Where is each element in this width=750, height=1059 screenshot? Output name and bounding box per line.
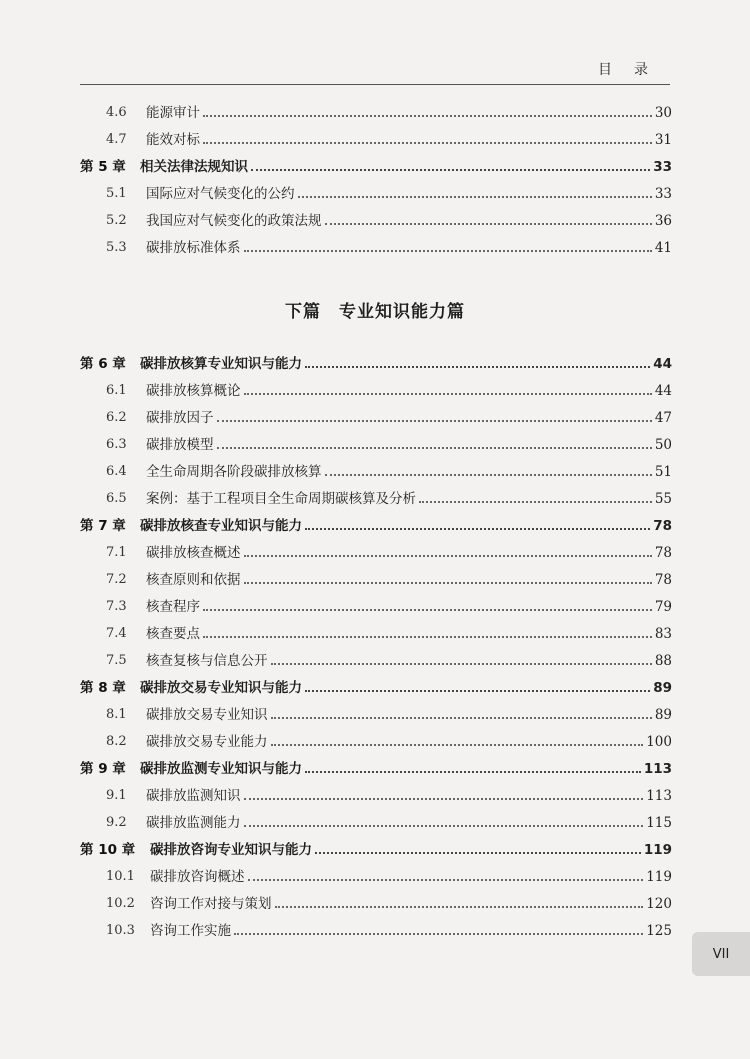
toc-entry-title: 核查复核与信息公开 (146, 653, 268, 669)
toc-entry-number: 9.2 (106, 815, 127, 830)
toc-entry-number: 8.2 (106, 734, 127, 749)
toc-entry-number: 第 9 章 (80, 761, 126, 777)
toc-entry-number: 7.1 (106, 545, 127, 560)
toc-entry-number: 9.1 (106, 788, 127, 803)
toc-section-row[interactable] (80, 779, 672, 805)
toc-entry-page: 89 (654, 707, 672, 723)
dot-leader (234, 933, 643, 935)
toc-entry-number: 6.4 (106, 464, 127, 479)
toc-entry-page: 120 (646, 896, 672, 912)
toc-section-row[interactable] (80, 860, 672, 886)
toc-entry-page: 30 (654, 105, 672, 121)
toc-entry-title: 能效对标 (146, 132, 200, 148)
dot-leader (217, 447, 652, 449)
toc-entry-title: 核查原则和依据 (146, 572, 241, 588)
toc-chapter-row[interactable] (80, 509, 672, 535)
toc-entry-number: 10.3 (106, 923, 135, 938)
toc-entry-page: 88 (654, 653, 672, 669)
toc-section-row[interactable] (80, 204, 672, 230)
toc-entry-page: 36 (654, 213, 672, 229)
dot-leader (244, 555, 652, 557)
toc-entry-title: 碳排放咨询概述 (150, 869, 245, 885)
toc-entry-title: 核查程序 (146, 599, 200, 615)
toc-section-row[interactable] (80, 617, 672, 643)
toc-section-row[interactable] (80, 123, 672, 149)
toc-chapter-row[interactable] (80, 150, 672, 176)
toc-entry-number: 5.3 (106, 240, 127, 255)
toc-entry-page: 125 (646, 923, 672, 939)
toc-section-row[interactable] (80, 177, 672, 203)
toc-entry-page: 78 (653, 518, 672, 534)
toc-entry-number: 8.1 (106, 707, 127, 722)
toc-section-row[interactable] (80, 644, 672, 670)
dot-leader (203, 636, 652, 638)
dot-leader (217, 420, 652, 422)
toc-entry-page: 44 (653, 356, 672, 372)
toc-entry-page: 115 (646, 815, 672, 831)
part-title: 下篇 专业知识能力篇 (285, 302, 465, 322)
toc-entry-page: 78 (654, 545, 672, 561)
toc-entry-title: 国际应对气候变化的公约 (146, 186, 295, 202)
toc-entry-title: 碳排放交易专业能力 (146, 734, 268, 750)
toc-entry-title: 全生命周期各阶段碳排放核算 (146, 464, 322, 480)
toc-entry-page: 78 (654, 572, 672, 588)
page-number-tab: VII (692, 932, 750, 976)
toc-section-row[interactable] (80, 806, 672, 832)
toc-entry-page: 113 (643, 761, 672, 777)
toc-entry-page: 100 (646, 734, 672, 750)
toc-entry-page: 113 (646, 788, 672, 804)
toc-chapter-row[interactable] (80, 752, 672, 778)
toc-section-row[interactable] (80, 231, 672, 257)
dot-leader (251, 169, 650, 171)
dot-leader (271, 663, 652, 665)
toc-entry-title: 碳排放核查概述 (146, 545, 241, 561)
toc-entry-page: 55 (654, 491, 672, 507)
toc-entry-page: 50 (654, 437, 672, 453)
toc-section-row[interactable] (80, 914, 672, 940)
toc-section-row[interactable] (80, 698, 672, 724)
dot-leader (271, 744, 644, 746)
toc-entry-number: 5.1 (106, 186, 127, 201)
dot-leader (305, 366, 650, 368)
toc-entry-page: 31 (654, 132, 672, 148)
toc-entry-title: 咨询工作对接与策划 (150, 896, 272, 912)
toc-entry-page: 41 (654, 240, 672, 256)
toc-section-row[interactable] (80, 428, 672, 454)
toc-entry-title: 碳排放咨询专业知识与能力 (150, 842, 312, 858)
dot-leader (305, 771, 641, 773)
toc-entry-number: 7.3 (106, 599, 127, 614)
toc-entry-title: 碳排放模型 (146, 437, 214, 453)
toc-entry-title: 相关法律法规知识 (140, 159, 248, 175)
toc-section-row[interactable] (80, 455, 672, 481)
toc-entry-number: 10.2 (106, 896, 135, 911)
dot-leader (203, 142, 652, 144)
toc-entry-number: 6.1 (106, 383, 127, 398)
toc-entry-number: 第 6 章 (80, 356, 126, 372)
toc-entry-page: 89 (653, 680, 672, 696)
toc-entry-number: 5.2 (106, 213, 127, 228)
toc-entry-page: 33 (653, 159, 672, 175)
dot-leader (244, 582, 652, 584)
toc-entry-title: 碳排放标准体系 (146, 240, 241, 256)
toc-entry-title: 碳排放交易专业知识与能力 (140, 680, 302, 696)
dot-leader (315, 852, 641, 854)
toc-entry-title: 核查要点 (146, 626, 200, 642)
toc-entry-number: 7.4 (106, 626, 127, 641)
toc-entry-number: 4.7 (106, 132, 127, 147)
toc-entry-title: 碳排放核算专业知识与能力 (140, 356, 302, 372)
dot-leader (325, 223, 652, 225)
toc-entry-title: 能源审计 (146, 105, 200, 121)
toc-entry-number: 10.1 (106, 869, 135, 884)
toc-entry-title: 案例：基于工程项目全生命周期碳核算及分析 (146, 491, 416, 507)
toc-entry-number: 第 5 章 (80, 159, 126, 175)
toc-entry-page: 119 (646, 869, 672, 885)
dot-leader (275, 906, 644, 908)
toc-chapter-row[interactable] (80, 833, 672, 859)
dot-leader (244, 798, 644, 800)
toc-entry-page: 119 (643, 842, 672, 858)
toc-section-row[interactable] (80, 401, 672, 427)
toc-entry-number: 6.3 (106, 437, 127, 452)
toc-entry-title: 碳排放监测能力 (146, 815, 241, 831)
toc-entry-title: 碳排放核查专业知识与能力 (140, 518, 302, 534)
toc-entry-number: 第 7 章 (80, 518, 126, 534)
toc-entry-page: 44 (654, 383, 672, 399)
toc-entry-number: 7.2 (106, 572, 127, 587)
toc-section-row[interactable] (80, 887, 672, 913)
toc-entry-page: 33 (654, 186, 672, 202)
toc-entry-page: 79 (654, 599, 672, 615)
dot-leader (419, 501, 652, 503)
toc-entry-title: 碳排放因子 (146, 410, 214, 426)
toc-chapter-row[interactable] (80, 671, 672, 697)
toc-section-row[interactable] (80, 590, 672, 616)
toc-section-row[interactable] (80, 725, 672, 751)
dot-leader (244, 825, 644, 827)
toc-entry-page: 83 (654, 626, 672, 642)
toc-section-row[interactable] (80, 536, 672, 562)
dot-leader (244, 250, 652, 252)
toc-entry-page: 51 (654, 464, 672, 480)
dot-leader (325, 474, 652, 476)
toc-entry-title: 碳排放交易专业知识 (146, 707, 268, 723)
dot-leader (305, 528, 650, 530)
dot-leader (298, 196, 652, 198)
toc-section-row[interactable] (80, 96, 672, 122)
toc-entry-number: 7.5 (106, 653, 127, 668)
toc-entry-number: 4.6 (106, 105, 127, 120)
toc-section-row[interactable] (80, 563, 672, 589)
toc-entry-number: 第 10 章 (80, 842, 136, 858)
toc-entry-number: 6.2 (106, 410, 127, 425)
header-rule (80, 84, 670, 85)
toc-entry-page: 47 (654, 410, 672, 426)
toc-entry-title: 碳排放监测专业知识与能力 (140, 761, 302, 777)
toc-entry-number: 6.5 (106, 491, 127, 506)
dot-leader (244, 393, 652, 395)
dot-leader (305, 690, 650, 692)
toc-chapter-row[interactable] (80, 347, 672, 373)
toc-entry-number: 第 8 章 (80, 680, 126, 696)
dot-leader (203, 115, 652, 117)
toc-entry-title: 咨询工作实施 (150, 923, 231, 939)
toc-entry-title: 我国应对气候变化的政策法规 (146, 213, 322, 229)
header-title: 目录 (598, 62, 670, 78)
toc-entry-title: 碳排放监测知识 (146, 788, 241, 804)
toc-section-row[interactable] (80, 482, 672, 508)
dot-leader (271, 717, 652, 719)
dot-leader (248, 879, 644, 881)
dot-leader (203, 609, 652, 611)
toc-entry-title: 碳排放核算概论 (146, 383, 241, 399)
toc-section-row[interactable] (80, 374, 672, 400)
